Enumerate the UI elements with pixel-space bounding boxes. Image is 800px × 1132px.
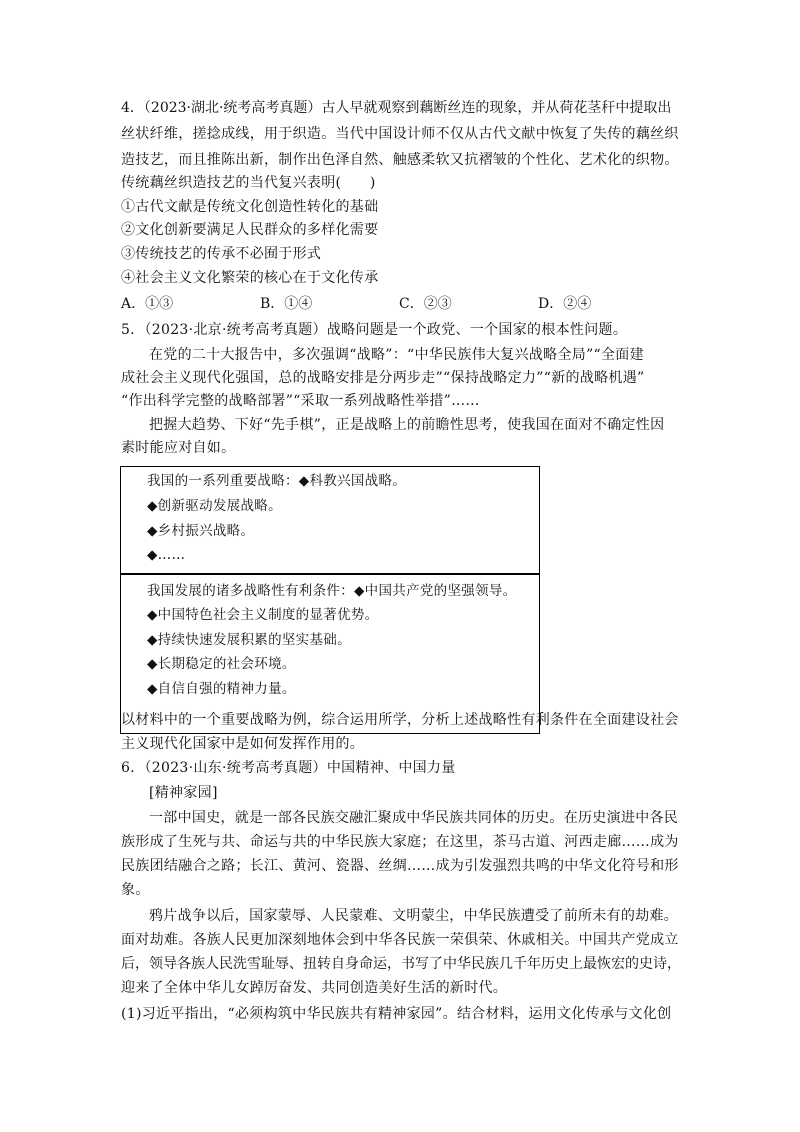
q4-line-4: 传统藕丝织造技艺的当代复兴表明( ): [121, 175, 376, 191]
strategies-line-4: ◆……: [147, 547, 186, 563]
q4-statement-1: ①古代文献是传统文化创造性转化的基础: [121, 199, 379, 215]
q5-material-line-4: 把握大趋势、下好“先手棋”，正是战略上的前瞻性思考，使我国在面对不确定性因: [149, 417, 665, 433]
conditions-line-3: ◆持续快速发展积累的坚实基础。: [147, 632, 351, 648]
q6-section-title: [精神家园]: [149, 785, 218, 801]
conditions-line-2: ◆中国特色社会主义制度的显著优势。: [147, 607, 379, 623]
conditions-line-5: ◆自信自强的精神力量。: [147, 681, 296, 697]
strategies-line-1: 我国的一系列重要战略：◆科教兴国战略。: [147, 473, 407, 489]
q4-option-d[interactable]: D．②④: [538, 296, 592, 312]
strategies-line-3: ◆乡村振兴战略。: [147, 523, 255, 539]
q4-statement-3: ③传统技艺的传承不必囿于形式: [121, 246, 322, 262]
q5-material-line-3: “作出科学完整的战略部署”“采取一系列战略性举措”……: [121, 393, 480, 409]
conditions-line-1: 我国发展的诸多战略性有利条件：◆中国共产党的坚强领导。: [147, 583, 517, 599]
q5-material-line-2: 成社会主义现代化强国，总的战略安排是分两步走”“保持战略定力”“新的战略机遇”: [121, 370, 645, 386]
q4-option-c[interactable]: C．②③: [399, 296, 452, 312]
q4-line-1: 4．（2023·湖北·统考高考真题）古人早就观察到藕断丝连的现象，并从荷花茎秆中提取出: [121, 100, 672, 116]
q5-question-line-2: 主义现代化国家中是如何发挥作用的。: [121, 736, 365, 752]
q6-para1-line-3: 民族团结融合之路；长江、黄河、瓷器、丝绸……成为引发强烈共鸣的中华文化符号和形: [121, 858, 679, 874]
q5-material-line-5: 素时能应对自如。: [121, 440, 236, 456]
q4-statement-4: ④社会主义文化繁荣的核心在于文化传承: [121, 270, 379, 286]
q6-sub-question-1: (1)习近平指出，“必须构筑中华民族共有精神家园”。结合材料，运用文化传承与文化创: [121, 1006, 672, 1022]
q4-option-b[interactable]: B．①④: [260, 296, 313, 312]
q6-para2-line-4: 迎来了全体中华儿女踔厉奋发、共同创造美好生活的新时代。: [121, 980, 508, 996]
q5-question-line-1: 以材料中的一个重要战略为例，综合运用所学，分析上述战略性有利条件在全面建设社会: [121, 712, 679, 728]
q6-para1-line-2: 族形成了生死与共、命运与共的中华民族大家庭；在这里，茶马古道、河西走廊……成为: [121, 834, 679, 850]
q6-para1-line-1: 一部中国史，就是一部各民族交融汇聚成中华民族共同体的历史。在历史演进中各民: [149, 810, 679, 826]
q6-para1-line-4: 象。: [121, 882, 150, 898]
conditions-line-4: ◆长期稳定的社会环境。: [147, 656, 296, 672]
q6-para2-line-3: 后，领导各族人民洗雪耻辱、扭转自身命运，书写了中华民族几千年历史上最恢宏的史诗，: [121, 956, 681, 972]
q6-header: 6．（2023·山东·统考高考真题）中国精神、中国力量: [121, 760, 456, 776]
q4-statement-2: ②文化创新要满足人民群众的多样化需要: [121, 222, 379, 238]
q4-line-3: 造技艺，而且推陈出新，制作出色泽自然、触感柔软又抗褶皱的个性化、艺术化的织物。: [121, 152, 679, 168]
q5-header: 5．（2023·北京·统考高考真题）战略问题是一个政党、一个国家的根本性问题。: [121, 322, 628, 338]
q5-material-line-1: 在党的二十大报告中，多次强调“战略”：“中华民族伟大复兴战略全局”“全面建: [149, 347, 644, 363]
q6-para2-line-2: 面对劫难。各族人民更加深刻地体会到中华各民族一荣俱荣、休戚相关。中国共产党成立: [121, 932, 679, 948]
strategies-line-2: ◆创新驱动发展战略。: [147, 498, 282, 514]
q4-option-a[interactable]: A．①③: [121, 296, 174, 312]
q4-line-2: 丝状纤维，搓捻成线，用于织造。当代中国设计师不仅从古代文献中恢复了失传的藕丝织: [121, 126, 679, 142]
q6-para2-line-1: 鸦片战争以后，国家蒙辱、人民蒙难、文明蒙尘，中华民族遭受了前所未有的劫难。: [149, 908, 679, 924]
